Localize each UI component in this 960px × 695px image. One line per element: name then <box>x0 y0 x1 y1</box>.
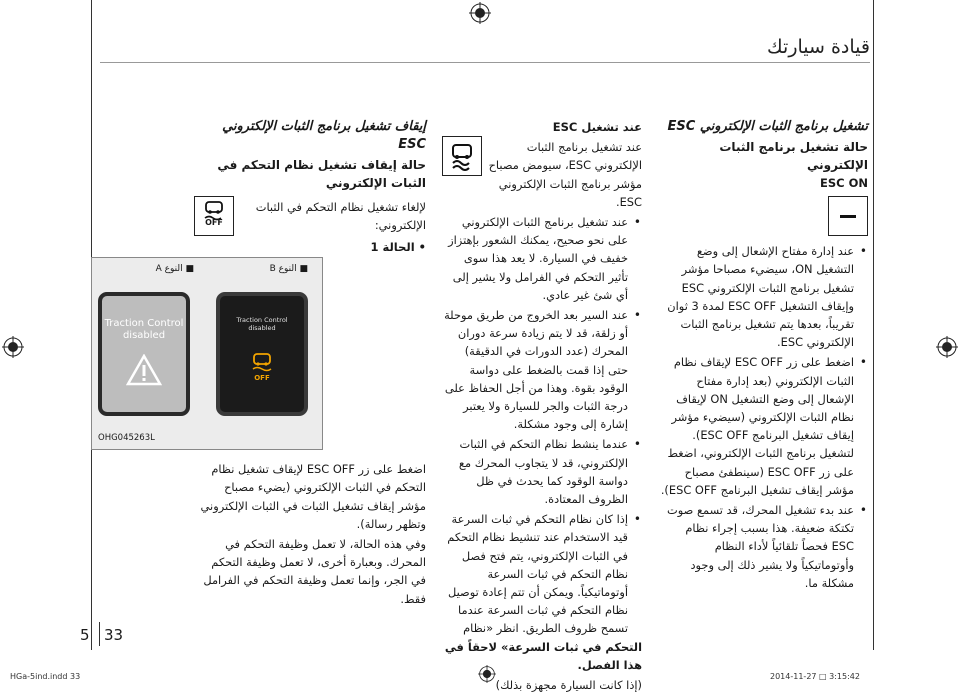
screen-b-message: Traction Control disabled <box>236 316 288 332</box>
esc-off-intro-text: لإلغاء تشغيل نظام التحكم في الثبات الإلكتروني: <box>255 200 426 233</box>
section-subtitle-esc-on: حالة تشغيل برنامج الثبات الإلكتروني <box>719 140 868 172</box>
section-title-esc-off: إيقاف تشغيل برنامج الثبات الإلكتروني ESC <box>222 119 426 152</box>
footer-filename: HGa-5ind.indd 33 <box>10 672 81 681</box>
esc-operation-bullet-1: • عند تشغيل برنامج الثبات الإلكتروني على نحو صحيح، يمكنك الشعور بإهتزاز خفيف في السيارة. لا يعد هذا سوى تأثير التحكم في الفرامل ولا يشير إلى أي شئ غير عادي. <box>442 213 642 304</box>
esc-indicator-car-icon <box>442 136 482 176</box>
chapter-number: 5 <box>80 626 90 644</box>
esc-operation-intro <box>442 136 642 211</box>
registration-mark-icon <box>469 2 491 24</box>
figure-label-type-a: ■ النوع A <box>155 264 194 274</box>
registration-mark-icon <box>478 665 496 683</box>
esc-operation-bullet-4: • إذا كان نظام التحكم في ثبات السرعة قيد الاستخدام عند تنشيط نظام التحكم في الثبات الإلكتروني، يتم فتح فصل نظام التحكم في ثبات السرعة أوتوماتيكياً. ويمكن أن تتم إعادة توصيل نظام التحكم في ثبات السرعة عندما تسمح ظروف الطريق. انظر «نظام <box>442 510 642 637</box>
section-subtitle-esc-off: حالة إيقاف تشغيل نظام التحكم في الثبات الإلكتروني <box>217 158 426 190</box>
screen-a-message: Traction Control disabled <box>104 318 184 341</box>
esc-on-bullet-2: • اضغط على زر ESC OFF لإيقاف نظام الثبات الإلكتروني (بعد إدارة مفتاح الإشعال إلى وضع التشغيل ON لإيقاف نظام الثبات الإلكتروني (سيضيء مؤشر إيقاف تشغيل البرنامج ESC OFF). لتشغيل برنامج الثبات الإلكتروني، اضغط على زر ESC OFF (سينطفئ مصباح مؤشر إيقاف تشغيل البرنامج ESC OFF). <box>660 353 868 499</box>
page-number-divider <box>99 622 100 646</box>
esc-operation-intro-text: عند تشغيل برنامج الثبات الإلكتروني ESC، سيومض مصباح مؤشر برنامج الثبات الإلكتروني ESC. <box>488 140 642 209</box>
esc-on-bullet-1: • عند إدارة مفتاح الإشعال إلى وضع التشغيل ON، سيضيء مصباحا مؤشر تشغيل برنامج الثبات الإلكتروني ESC وإيقاف التشغيل ESC OFF لمدة 3 ثوان تقريباً، بعدها يتم تشغيل برنامج الثبات الإلكتروني ESC. <box>660 242 868 351</box>
cluster-screen-type-b <box>216 292 308 416</box>
right-crop-line <box>873 0 874 650</box>
figure-type-labels <box>92 264 322 278</box>
registration-mark-icon <box>936 336 958 358</box>
figure-code: OHG045263L <box>98 433 155 443</box>
warning-triangle-icon <box>126 354 162 386</box>
esc-operation-tail: (إذا كانت السيارة مجهزة بذلك) <box>495 678 642 693</box>
off-icon-text: OFF <box>205 217 223 227</box>
cruise-control-reference: التحكم في ثبات السرعة» لاحقاً في هذا الفصل. <box>444 639 642 672</box>
esc-on-button-icon <box>828 196 868 236</box>
column-esc-operation <box>442 118 642 694</box>
esc-off-paragraph-2: وفي هذه الحالة، لا تعمل وظيفة التحكم في المحرك. وبعبارة أخرى، لا تعمل وظيفة التحكم في الجر، وإنما تعمل وظيفة التحكم في الفرامل فقط. <box>203 537 426 606</box>
cluster-display-figure <box>91 257 323 450</box>
esc-off-intro <box>194 196 426 236</box>
esc-on-label: ESC ON <box>820 176 868 190</box>
section-title-esc-on: تشغيل برنامج الثبات الإلكتروني ESC <box>667 119 868 134</box>
column-esc-on <box>660 118 868 592</box>
esc-on-bullet-3: • عند بدء تشغيل المحرك، قد تسمع صوت تكتكة ضعيفة. هذا بسبب إجراء نظام ESC فحصاً تلقائياً لأداء النظام وأوتوماتيكياً ولا يشير ذلك إلى وجود مشكلة ما. <box>660 501 868 592</box>
header-divider <box>100 62 870 63</box>
page-header-title: قيادة سيارتك <box>767 36 870 58</box>
esc-off-paragraph-1: اضغط على زر ESC OFF لإيقاف تشغيل نظام التحكم في الثبات الإلكتروني (يضيء مصباح مؤشر إيقاف تشغيل الثبات في الثبات الإلكتروني وتظهر رسالة). <box>200 462 426 531</box>
screen-b-off-text: OFF <box>254 374 270 382</box>
esc-off-button-icon <box>194 196 234 236</box>
esc-operation-bullet-2: • عند السير بعد الخروج من طريق موحلة أو زلقة، قد لا يتم زيادة سرعة دوران المحرك (عدد الدورات في الدقيقة) حتى إذا قمت بالضغط على دواسة الوقود بقوة. وهذا من أجل الحفاظ على درجة الثبات والجر للسيارة ولا يعتبر إشارة إلى وجود مشكلة. <box>442 306 642 433</box>
esc-off-warning-icon <box>250 352 274 382</box>
cluster-screen-type-a <box>98 292 190 416</box>
state-1-label: • الحالة 1 <box>370 240 426 254</box>
footer-timestamp: 2014-11-27 □ 3:15:42 <box>770 672 860 681</box>
page-numbers <box>80 626 140 646</box>
esc-operation-bullet-3: • عندما ينشط نظام التحكم في الثبات الإلكتروني، قد لا يتجاوب المحرك مع دواسة الوقود كما يحدث في ظل الظروف المعتادة. <box>442 435 642 508</box>
registration-mark-icon <box>2 336 24 358</box>
figure-label-type-b: ■ النوع B <box>269 264 308 274</box>
section-heading-esc-operation: عند تشغيل ESC <box>552 120 642 134</box>
page-number: 33 <box>104 626 124 644</box>
